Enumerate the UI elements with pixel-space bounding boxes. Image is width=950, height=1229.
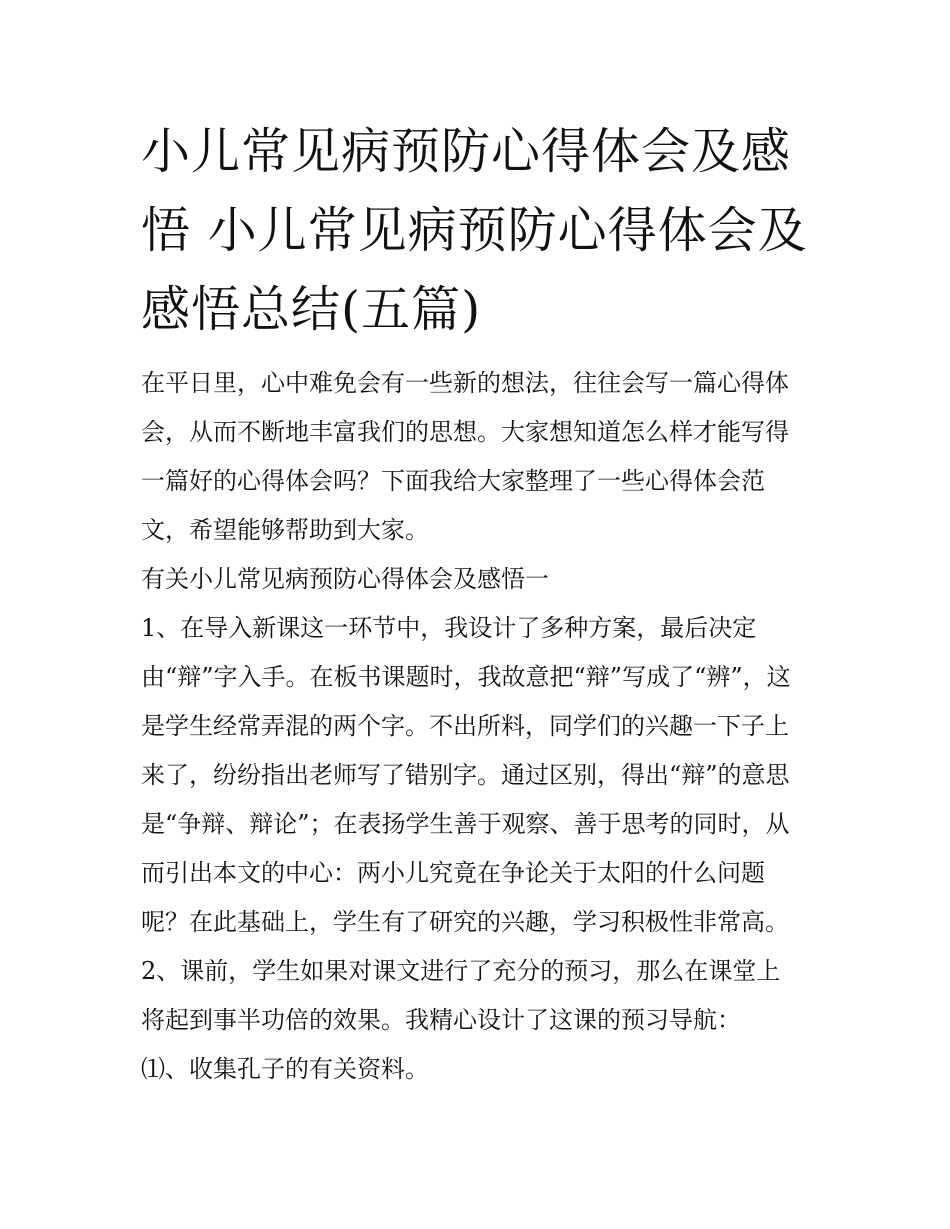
intro-line-2: 会，从而不断地丰富我们的思想。大家想知道怎么样才能写得 <box>141 418 789 446</box>
title-line-3: 感悟总结(五篇) <box>141 281 482 338</box>
item-1-line-6: 而引出本文的中心：两小儿究竟在争论关于太阳的什么问题 <box>141 859 765 887</box>
item-1-line-1: 1、在导入新课这一环节中，我设计了多种方案，最后决定 <box>141 614 757 642</box>
subitem-1-paragraph <box>141 1045 813 1094</box>
intro-line-3: 一篇好的心得体会吗？下面我给大家整理了一些心得体会范 <box>141 467 765 495</box>
item-1-line-2: 由“辩”字入手。在板书课题时，我故意把“辩”写成了“辨”，这 <box>141 663 791 691</box>
item-1-line-7: 呢？在此基础上，学生有了研究的兴趣，学习积极性非常高。 <box>141 908 789 936</box>
intro-paragraph <box>141 359 813 555</box>
document-body <box>141 359 813 1094</box>
intro-line-1: 在平日里，心中难免会有一些新的想法，往往会写一篇心得体 <box>141 369 789 397</box>
item-1-line-4: 来了，纷纷指出老师写了错别字。通过区别，得出“辩”的意思 <box>141 761 790 789</box>
document-page <box>141 112 813 1094</box>
item-2-line-2: 将起到事半功倍的效果。我精心设计了这课的预习导航： <box>141 1006 741 1034</box>
item-2-line-1: 2、课前，学生如果对课文进行了充分的预习，那么在课堂上 <box>141 957 781 985</box>
item-1-line-3: 是学生经常弄混的两个字。不出所料，同学们的兴趣一下子上 <box>141 712 789 740</box>
item-1-paragraph <box>141 604 813 947</box>
subitem-1-text: ⑴、收集孔子的有关资料。 <box>141 1055 429 1083</box>
item-2-paragraph <box>141 947 813 1045</box>
section-heading <box>141 555 813 604</box>
document-title <box>141 112 813 349</box>
title-line-2: 悟 小儿常见病预防心得体会及 <box>141 202 808 259</box>
title-line-1: 小儿常见病预防心得体会及感 <box>141 123 792 180</box>
item-1-line-5: 是“争辩、辩论”；在表扬学生善于观察、善于思考的同时，从 <box>141 810 790 838</box>
section-heading-text: 有关小儿常见病预防心得体会及感悟一 <box>141 565 549 593</box>
intro-line-4: 文，希望能够帮助到大家。 <box>141 516 429 544</box>
